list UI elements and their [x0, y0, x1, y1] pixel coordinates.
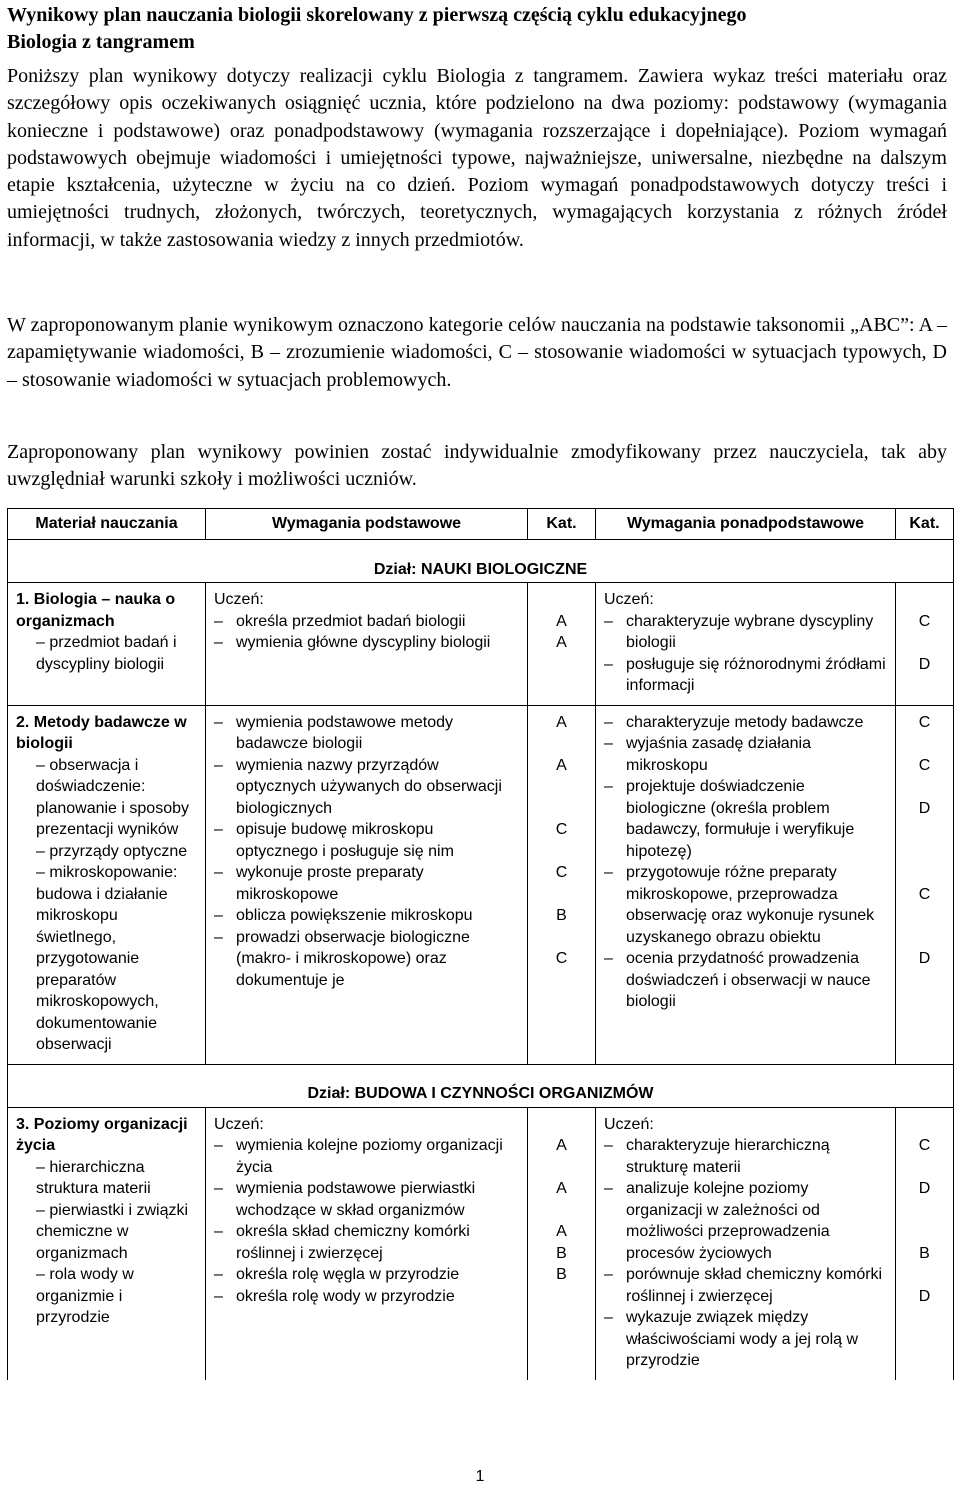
requirement-item: – oblicza powiększenie mikroskopu — [214, 907, 473, 924]
requirement-item: – porównuje skład chemiczny komórki roślinnej i zwierzęcej — [604, 1266, 883, 1305]
basic-category-cell — [528, 1107, 596, 1380]
requirement-item: – wymienia podstawowe metody badawcze biologii — [214, 713, 453, 752]
document-title — [7, 2, 952, 56]
basic-requirements-cell — [206, 583, 528, 706]
requirement-item: – posługuje się różnorodnymi źródłami informacji — [604, 655, 886, 694]
category-letter: A — [556, 1137, 567, 1154]
category-letter: C — [918, 756, 931, 774]
basic-requirements-cell — [206, 1107, 528, 1380]
basic-requirements-cell — [206, 705, 528, 1064]
topic-title: 2. Metody badawcze w biologii — [16, 713, 187, 752]
requirement-item: – wyjaśnia zasadę działania mikroskopu — [604, 735, 811, 774]
category-letter: D — [918, 655, 931, 673]
topic-item: – hierarchiczna struktura materii — [36, 1158, 151, 1197]
category-letter: A — [556, 1180, 567, 1197]
category-letter: A — [556, 634, 567, 651]
uczen-label: Uczeń: — [604, 1115, 654, 1133]
requirement-item: – określa rolę wody w przyrodzie — [214, 1287, 455, 1305]
requirement-item: – analizuje kolejne poziomy organizacji w zależności od możliwości przeprowadzenia procesów życiowych — [604, 1180, 830, 1262]
category-letter: C — [918, 713, 931, 731]
category-letter: C — [555, 950, 568, 967]
category-letter: D — [918, 799, 931, 817]
uczen-label: Uczeń: — [214, 1115, 264, 1133]
category-letter: A — [556, 713, 567, 731]
table-header-row — [8, 509, 954, 540]
topic-item: – przyrządy optyczne — [36, 842, 188, 860]
requirement-item: – określa skład chemiczny komórki roślinnej i zwierzęcej — [214, 1223, 470, 1262]
category-letter: B — [556, 1244, 567, 1262]
table-row — [8, 1107, 954, 1380]
category-letter: B — [556, 1266, 567, 1283]
requirement-item: – przygotowuje różne preparaty mikroskopowe, przeprowadza obserwację oraz wykonuje rysunek uzyskanego obrazu obiektu — [604, 864, 875, 946]
topic-title: 3. Poziomy organizacji życia — [16, 1115, 188, 1154]
category-letter: C — [918, 1137, 931, 1154]
header-kat: Kat. — [528, 509, 596, 540]
material-cell — [8, 1107, 206, 1380]
category-letter: D — [918, 950, 931, 967]
section-row — [8, 1064, 954, 1107]
category-letter: C — [555, 864, 568, 881]
advanced-category-cell — [896, 1107, 954, 1380]
material-cell — [8, 705, 206, 1064]
requirement-item: – wymienia kolejne poziomy organizacji życia — [214, 1137, 503, 1176]
requirement-item: – prowadzi obserwacje biologiczne (makro- i mikroskopowe) oraz dokumentuje je — [214, 928, 470, 989]
uczen-label: Uczeń: — [214, 591, 264, 608]
advanced-requirements-cell — [596, 583, 896, 706]
requirement-item: – charakteryzuje metody badawcze — [604, 713, 864, 731]
note-paragraph: Zaproponowany plan wynikowy powinien zostać indywidualnie zmodyfikowany przez nauczyciela, tak aby uwzględniał warunki szkoły i możliwości uczniów. — [7, 441, 947, 491]
requirement-item: – wykonuje proste preparaty mikroskopowe — [214, 864, 424, 903]
requirement-item: – opisuje budowę mikroskopu optycznego i posługuje się nim — [214, 821, 454, 860]
requirement-item: – wykazuje związek między właściwościami wody a jej rolą w przyrodzie — [604, 1309, 859, 1369]
requirement-item: – charakteryzuje hierarchiczną strukturę materii — [604, 1137, 830, 1176]
requirement-item: – charakteryzuje wybrane dyscypliny biologii — [604, 612, 874, 651]
topic-item: – przedmiot badań i dyscypliny biologii — [36, 634, 177, 673]
page-number: 1 — [475, 1468, 485, 1485]
basic-category-cell — [528, 705, 596, 1064]
document-title-line2: Biologia z tangramem — [7, 31, 195, 53]
requirement-item: – określa rolę węgla w przyrodzie — [214, 1266, 460, 1283]
advanced-requirements-cell — [596, 1107, 896, 1380]
topic-item: – obserwacja i doświadczenie: planowanie i sposoby prezentacji wyników — [36, 756, 189, 838]
section-row — [8, 540, 954, 583]
header-advanced: Wymagania ponadpodstawowe — [596, 509, 896, 540]
table-row — [8, 583, 954, 706]
category-letter: D — [918, 1287, 931, 1305]
topic-item: – mikroskopowanie: budowa i działanie mikroskopu świetlnego, przygotowanie preparatów mikroskopowych, dokumentowanie obserwacji — [36, 864, 178, 1053]
category-letter: B — [919, 1244, 930, 1262]
category-letter: B — [556, 907, 567, 924]
category-letter: C — [555, 821, 568, 838]
topic-item: – rola wody w organizmie i przyrodzie — [36, 1266, 134, 1326]
topic-title: 1. Biologia – nauka o organizmach — [16, 591, 176, 630]
section-title: Dział: BUDOWA I CZYNNOŚCI ORGANIZMÓW — [8, 1064, 954, 1107]
plan-table — [7, 508, 954, 1380]
document-title-line1: Wynikowy plan nauczania biologii skorelowany z pierwszą częścią cyklu edukacyjnego — [7, 4, 747, 26]
advanced-requirements-cell — [596, 705, 896, 1064]
category-letter: A — [556, 756, 567, 774]
category-letter: C — [918, 612, 931, 630]
advanced-category-cell — [896, 583, 954, 706]
requirement-item: – określa przedmiot badań biologii — [214, 612, 466, 630]
section-title: Dział: NAUKI BIOLOGICZNE — [8, 540, 954, 583]
category-letter: D — [918, 1180, 931, 1197]
header-basic: Wymagania podstawowe — [206, 509, 528, 540]
category-letter: C — [918, 885, 931, 903]
requirement-item: – wymienia główne dyscypliny biologii — [214, 634, 491, 651]
header-kat: Kat. — [896, 509, 954, 540]
basic-category-cell — [528, 583, 596, 706]
advanced-category-cell — [896, 705, 954, 1064]
requirement-item: – wymienia podstawowe pierwiastki wchodzące w skład organizmów — [214, 1180, 476, 1219]
requirement-item: – wymienia nazwy przyrządów optycznych używanych do obserwacji biologicznych — [214, 756, 502, 817]
header-material: Materiał nauczania — [8, 509, 206, 540]
category-letter: A — [556, 612, 567, 630]
topic-item: – pierwiastki i związki chemiczne w organizmach — [36, 1201, 189, 1262]
material-cell — [8, 583, 206, 706]
table-row — [8, 705, 954, 1064]
uczen-label: Uczeń: — [604, 591, 654, 608]
intro-paragraph: Poniższy plan wynikowy dotyczy realizacji cyklu Biologia z tangramem. Zawiera wykaz treści materiału oraz szczegółowy opis oczekiwanych osiągnięć ucznia, które podzielono na dwa poziomy: podstawowy (wymagania konieczne i podstawowe) oraz ponadpodstawowy (wymagania rozszerzające i dopełniające). Poziom wymagań podstawowych obejmuje wiadomości i umiejętności typowe, najważniejsze, uniwersalne, niezbędne na dalszym etapie kształcenia, użyteczne w życiu na co dzień. Poziom wymagań ponadpodstawowych dotyczy treści i umiejętności trudnych, złożonych, twórczych, teoretycznych, wymagających korzystania z różnych źródeł informacji, w także zastosowania wiedzy z innych przedmiotów. — [7, 65, 947, 251]
requirement-item: – ocenia przydatność prowadzenia doświadczeń i obserwacji w nauce biologii — [604, 950, 871, 1010]
taxonomy-paragraph: W zaproponowanym planie wynikowym oznaczono kategorie celów nauczania na podstawie taksonomii „ABC”: A – zapamiętywanie wiadomości, B – zrozumienie wiadomości, C – stosowanie wiadomości w sytuacjach typowych, D – stosowanie wiadomości w sytuacjach problemowych. — [7, 314, 947, 391]
requirement-item: – projektuje doświadczenie biologiczne (określa problem badawczy, formułuje i weryfikuje hipotezę) — [604, 778, 855, 860]
category-letter: A — [556, 1223, 567, 1240]
